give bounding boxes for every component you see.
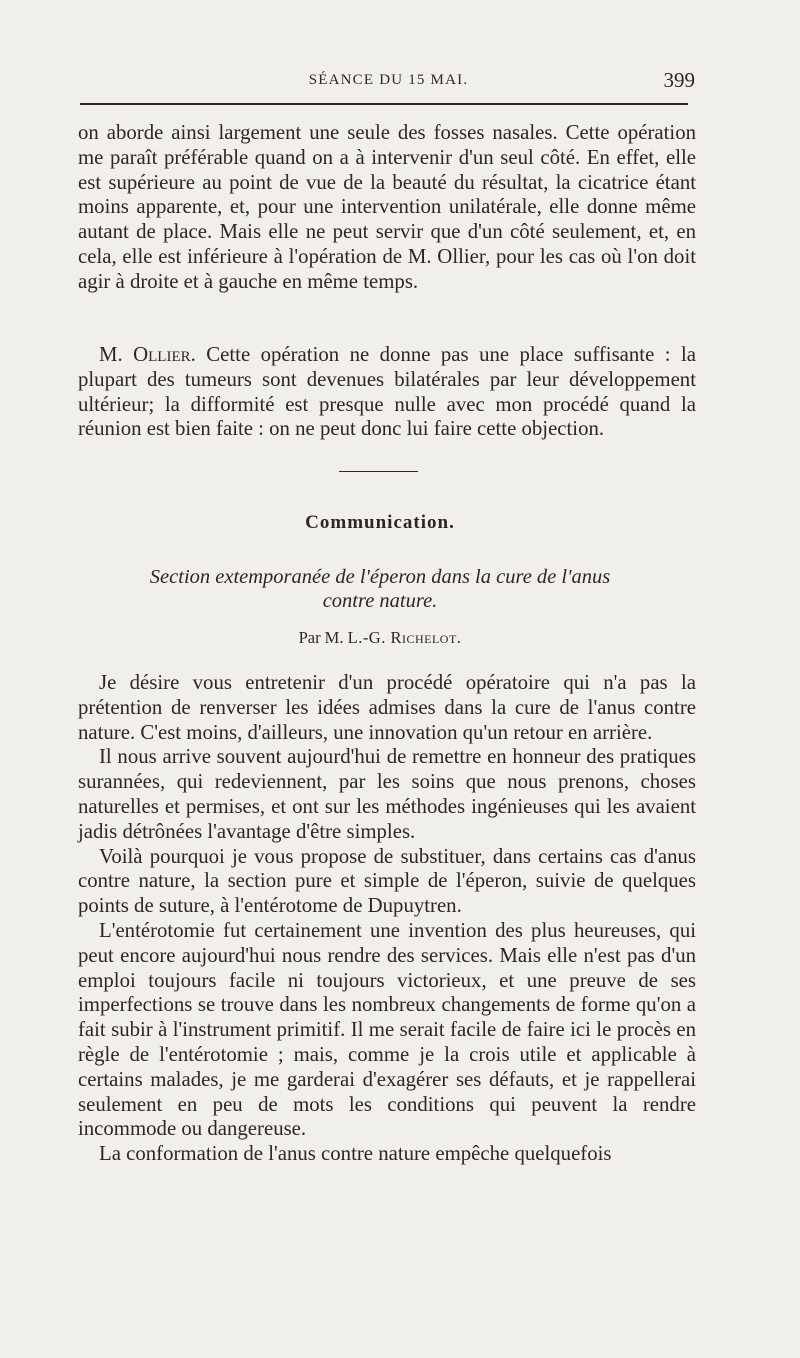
author-byline: [0, 628, 760, 648]
byline-prefix: Par M.: [298, 628, 348, 647]
paragraph: Je désire vous entretenir d'un procédé opératoire qui n'a pas la prétention de renverser les idées admises dans la cure de l'anus contre nature. C'est moins, d'ailleurs, une innovation qu'un retour en arrière.: [78, 671, 696, 744]
communication-title-line-2: contre nature.: [322, 590, 438, 612]
page-number: 399: [663, 68, 695, 92]
header-rule: [80, 103, 688, 105]
speaker-name: M. Ollier.: [99, 343, 196, 366]
reply-paragraph: [78, 343, 696, 442]
reply-text: [78, 343, 696, 442]
paragraph: Il nous arrive souvent aujourd'hui de remettre en honneur des pratiques surannées, qui redeviennent, par les soins que nous prenons, choses naturelles et permises, et ont sur les méthodes ingénieuses qui les avaient jadis détrônées l'avantage d'être simples.: [78, 745, 696, 843]
byline-author: L.-G. Richelot.: [347, 628, 462, 647]
section-separator: [339, 471, 418, 472]
reply-body: Cette opération ne donne pas une place suffisante : la plupart des tumeurs sont devenues bilatérales par leur développement ultérieur; la difformité est presque nulle avec mon procédé quand la réunion est bien faite : on ne peut donc lui faire cette objection.: [78, 343, 696, 441]
paragraph: L'entérotomie fut certainement une invention des plus heureuses, qui peut encore aujourd'hui nous rendre des services. Mais elle n'est pas d'un emploi toujours facile ni toujours victorieux, et une preuve de ses imperfections se trouve dans les nombreux changements de forme qu'on a fait subir à l'instrument primitif. Il me serait facile de faire ici le procès en règle de l'entérotomie ; mais, comme je la crois utile et applicable à certains malades, je me garderai d'exagérer ses défauts, et je rappellerai seulement en peu de mots les conditions qui peuvent la rendre incommode ou dangereuse.: [78, 918, 696, 1141]
running-head: SÉANCE DU 15 MAI.: [308, 72, 469, 88]
paragraph: on aborde ainsi largement une seule des fosses nasales. Cette opération me paraît préférable quand on a à intervenir d'un seul côté. En effet, elle est supérieure au point de vue de la beauté du résultat, la cicatrice étant moins apparente, et, pour une intervention unilatérale, elle donne même autant de place. Mais elle ne peut servir que d'un côté seulement, et, en cela, elle est inférieure à l'opération de M. Ollier, pour les cas où l'on doit agir à droite et à gauche en même temps.: [78, 121, 696, 293]
section-heading: Communication.: [305, 512, 455, 533]
communication-body: [78, 671, 696, 1167]
paragraph: Voilà pourquoi je vous propose de substituer, dans certains cas d'anus contre nature, la section pure et simple de l'éperon, suivie de quelques points de suture, à l'entérotome de Dupuytren.: [78, 844, 696, 918]
page-header: [80, 64, 697, 94]
paragraph: La conformation de l'anus contre nature empêche quelquefois: [99, 1142, 612, 1166]
communication-title-line-1: Section extemporanée de l'éperon dans la cure de l'anus: [149, 566, 611, 588]
opening-text: [78, 121, 696, 295]
